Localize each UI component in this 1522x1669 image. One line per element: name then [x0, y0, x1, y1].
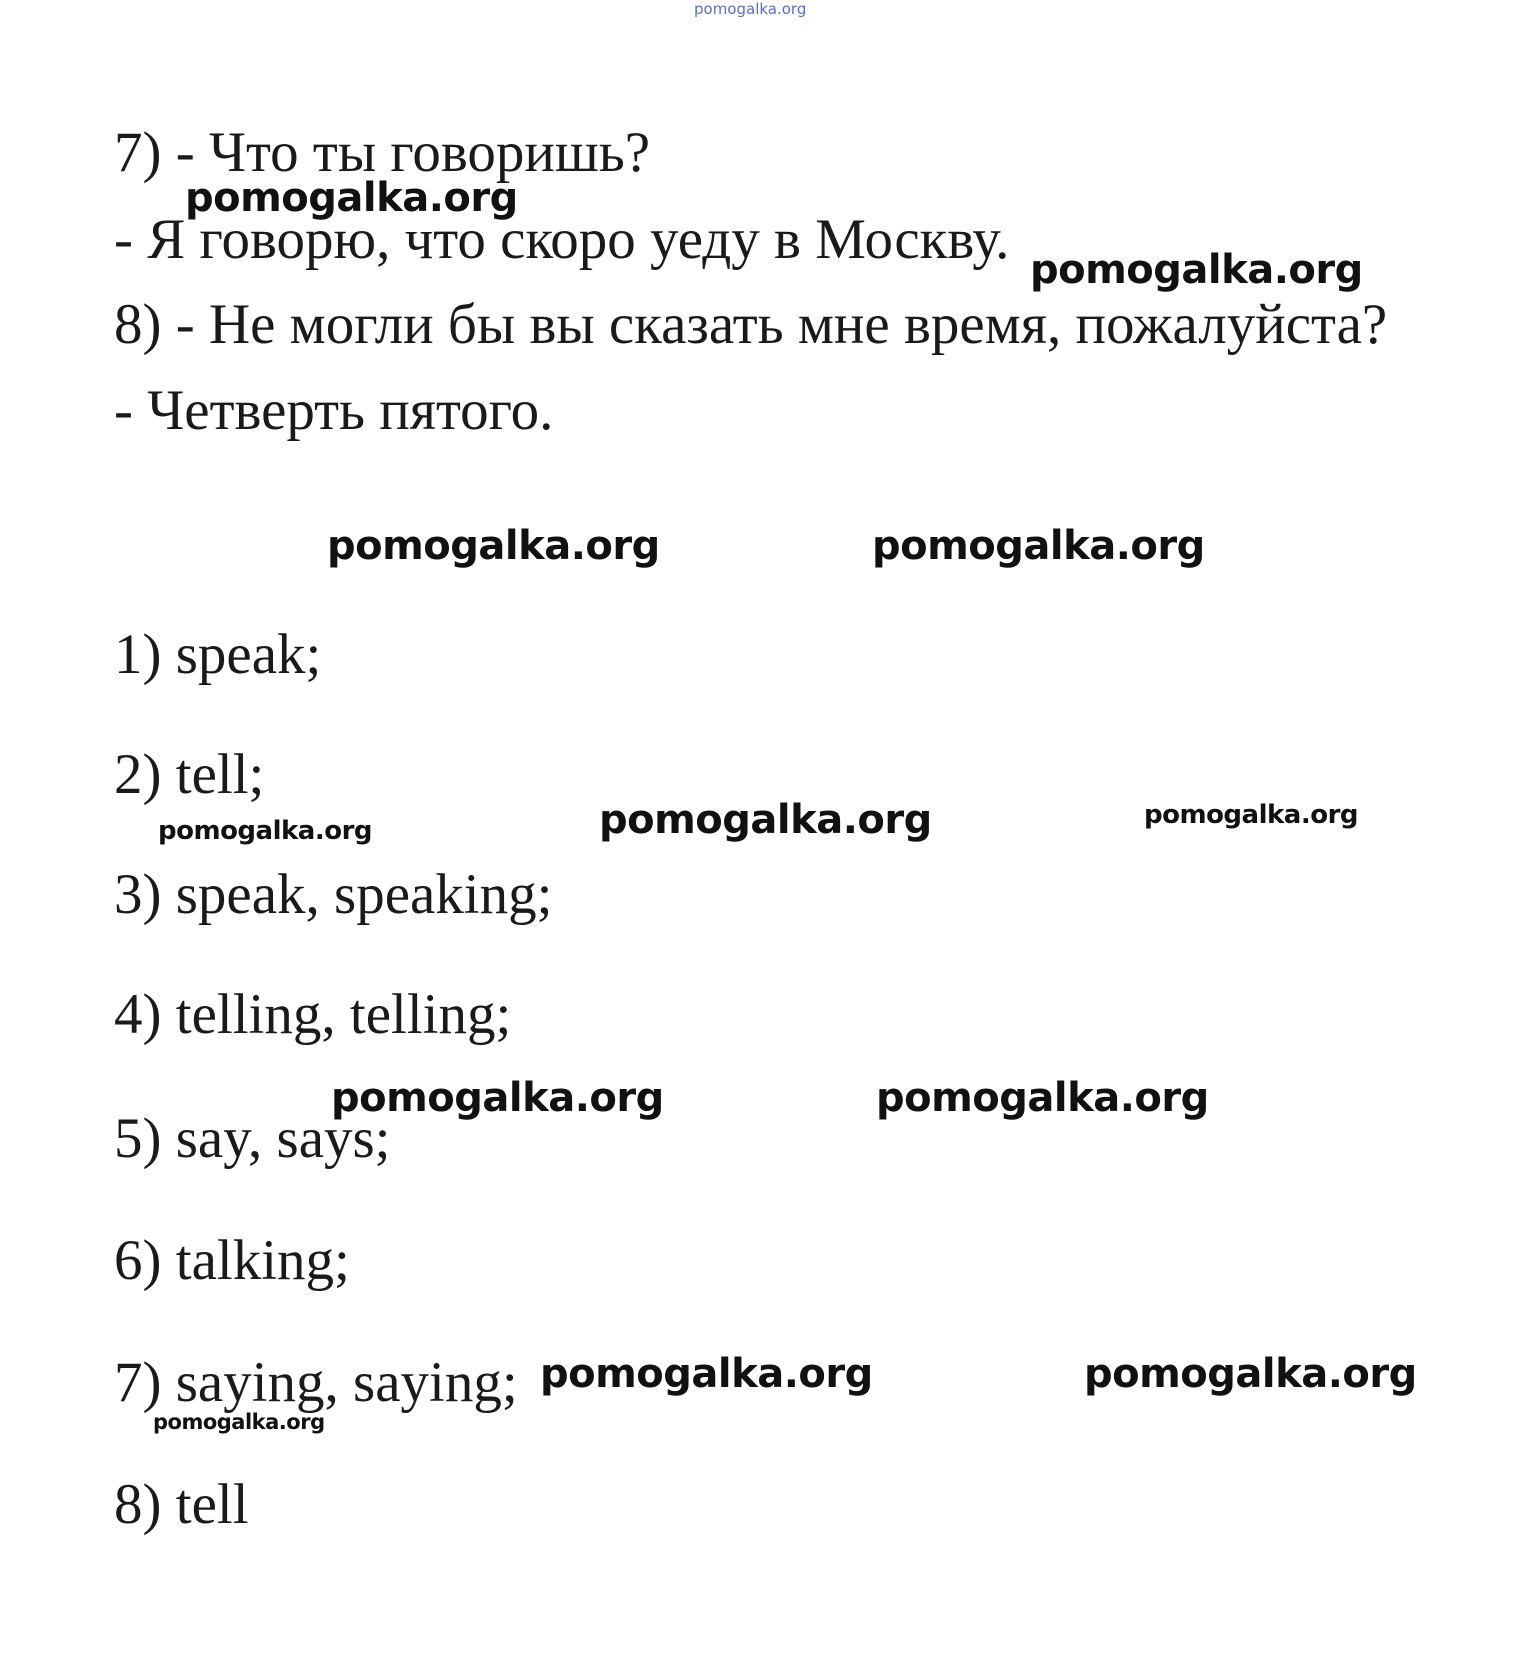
watermark-text: pomogalka.org: [1084, 1351, 1417, 1397]
watermark-text: pomogalka.org: [540, 1351, 873, 1397]
answer-line-8: 8) tell: [114, 1473, 249, 1536]
watermark-text: pomogalka.org: [158, 816, 373, 846]
russian-line-2: - Я говорю, что скоро уеду в Москву.: [114, 208, 1010, 271]
answer-line-1: 1) speak;: [114, 623, 322, 686]
answer-line-5: 5) say, says;: [114, 1107, 391, 1170]
russian-line-3: 8) - Не могли бы вы сказать мне время, пожалуйста?: [114, 293, 1388, 356]
russian-line-4: - Четверть пятого.: [114, 379, 554, 442]
watermark-text: pomogalka.org: [331, 1075, 664, 1121]
watermark-text: pomogalka.org: [1030, 247, 1363, 293]
answer-line-7: 7) saying, saying;: [114, 1351, 518, 1414]
watermark-text: pomogalka.org: [1144, 800, 1359, 830]
answer-line-6: 6) talking;: [114, 1229, 350, 1292]
watermark-text: pomogalka.org: [872, 523, 1205, 569]
watermark-text: pomogalka.org: [327, 523, 660, 569]
russian-line-1: 7) - Что ты говоришь?: [114, 121, 651, 184]
header-watermark: pomogalka.org: [694, 0, 807, 18]
watermark-text: pomogalka.org: [599, 797, 932, 843]
watermark-text: pomogalka.org: [185, 175, 518, 221]
answer-line-4: 4) telling, telling;: [114, 983, 512, 1046]
answer-line-2: 2) tell;: [114, 743, 265, 806]
watermark-text: pomogalka.org: [153, 1410, 325, 1434]
watermark-text: pomogalka.org: [876, 1075, 1209, 1121]
answer-line-3: 3) speak, speaking;: [114, 863, 553, 926]
